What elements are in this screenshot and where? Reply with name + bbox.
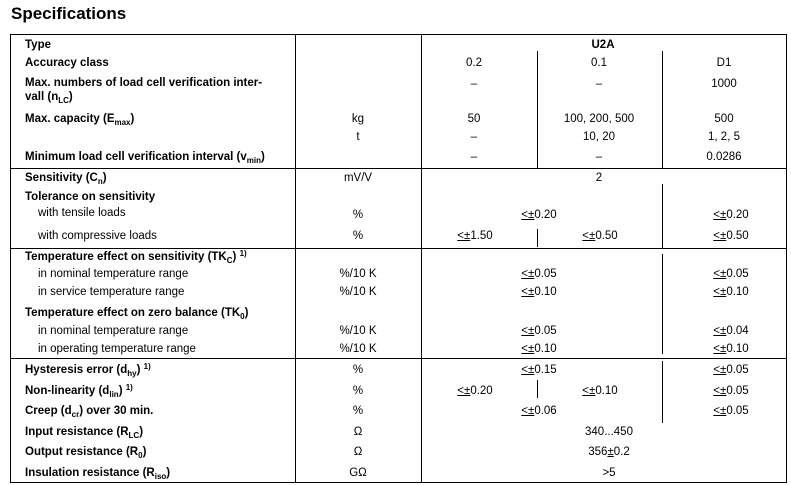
pm-sign: ± — [720, 325, 727, 337]
tk0-text: Temperature effect on zero balance (TK — [25, 307, 241, 319]
input-resistance-text: Input resistance (R — [25, 426, 129, 438]
lte-sign: < — [521, 325, 529, 337]
compressive-value-1 — [457, 229, 492, 243]
lte-sign: < — [713, 343, 721, 355]
value-text: 0.05 — [726, 385, 749, 397]
value-divider — [662, 184, 663, 248]
hysteresis-close: ) — [136, 364, 141, 376]
creep-value — [521, 404, 556, 418]
tkc-close: ) — [232, 251, 237, 263]
capacity-t-value-1: – — [470, 131, 478, 143]
value-divider — [662, 254, 663, 354]
insulation-resistance-unit: GΩ — [349, 467, 367, 479]
pm-sign: ± — [589, 230, 596, 242]
vmin-text: Minimum load cell verification interval (v — [25, 151, 247, 163]
non-linearity-value-1 — [457, 384, 492, 398]
sensitivity-text: Sensitivity (C — [25, 172, 98, 184]
input-resistance-value: 340...450 — [585, 426, 633, 438]
value-text: 1.50 — [470, 230, 493, 242]
tkc-text: Temperature effect on sensitivity (TK — [25, 251, 227, 263]
lte-sign: < — [713, 209, 721, 221]
accuracy-class-label: Accuracy class — [25, 57, 109, 69]
group-separator — [10, 358, 787, 359]
footnote-ref: 1) — [143, 362, 151, 371]
pm-sign: ± — [720, 343, 727, 355]
value-text: 0.50 — [595, 230, 618, 242]
type-label: Type — [25, 39, 51, 51]
vmin-value-1: – — [470, 151, 478, 163]
vmin-value-3: 0.0286 — [706, 151, 742, 163]
lte-sign: < — [457, 230, 465, 242]
value-divider — [537, 51, 538, 168]
value-text: 0.2 — [613, 446, 630, 458]
tolerance-label: Tolerance on sensitivity — [25, 191, 156, 203]
page-title: Specifications — [11, 4, 127, 23]
lte-sign: < — [713, 364, 721, 376]
hysteresis-value — [521, 363, 556, 377]
value-text: 0.10 — [726, 343, 749, 355]
lte-sign: < — [713, 385, 721, 397]
tkc-nominal-value — [521, 267, 556, 281]
value-text: 0.04 — [726, 325, 749, 337]
insulation-resistance-label — [25, 466, 170, 480]
capacity-unit-kg: kg — [351, 113, 365, 125]
tk0-label — [25, 306, 248, 320]
vmin-subscript: min — [246, 156, 261, 165]
value-text: 0.10 — [534, 286, 557, 298]
value-text: 0.50 — [726, 230, 749, 242]
hysteresis-text: Hysteresis error (d — [25, 364, 128, 376]
tk0-operating-value — [521, 342, 556, 356]
verification-intervals-line1: Max. numbers of load cell verification inter- — [25, 77, 263, 89]
column-divider-values — [421, 34, 422, 483]
lte-sign: < — [521, 405, 529, 417]
lte-sign: < — [713, 268, 721, 280]
input-resistance-unit: Ω — [353, 426, 363, 438]
pm-sign: ± — [528, 209, 535, 221]
model-label: U2A — [591, 39, 615, 51]
tkc-nominal-value-3 — [713, 267, 748, 281]
tk0-subscript: 0 — [240, 312, 245, 321]
tkc-service-value — [521, 285, 556, 299]
tk0-nominal-value — [521, 324, 556, 338]
tk0-close: ) — [244, 307, 249, 319]
output-resistance-label — [25, 445, 146, 459]
lte-sign: < — [713, 325, 721, 337]
input-resistance-label — [25, 425, 143, 439]
value-text: 0.20 — [726, 209, 749, 221]
pm-sign: ± — [720, 286, 727, 298]
output-resistance-text: Output resistance (R — [25, 446, 139, 458]
tkc-subscript: C — [226, 256, 233, 265]
sensitivity-value: 2 — [595, 172, 603, 184]
pm-sign: ± — [720, 268, 727, 280]
tk0-nominal-unit: %/10 K — [339, 325, 377, 337]
hysteresis-unit: % — [352, 364, 364, 376]
capacity-kg-value-3: 500 — [714, 113, 734, 125]
capacity-t-value-3: 1, 2, 5 — [708, 131, 740, 143]
non-linearity-text: Non-linearity (d — [25, 385, 110, 397]
accuracy-value-3: D1 — [716, 57, 732, 69]
footnote-ref: 1) — [125, 383, 133, 392]
specifications-table — [10, 34, 787, 483]
pm-sign: ± — [607, 446, 614, 458]
lte-sign: < — [521, 286, 529, 298]
lte-sign: < — [521, 209, 529, 221]
lte-sign: < — [582, 230, 590, 242]
capacity-kg-value-1: 50 — [467, 113, 481, 125]
compressive-value-3 — [713, 229, 748, 243]
value-divider — [662, 361, 663, 423]
tk0-operating-label: in operating temperature range — [38, 343, 196, 355]
verification-intervals-line2: vall (n — [25, 91, 59, 103]
creep-close: ) over 30 min. — [79, 405, 154, 417]
compressive-value-2 — [582, 229, 617, 243]
lte-sign: < — [713, 286, 721, 298]
output-resistance-close: ) — [142, 446, 147, 458]
group-separator — [10, 168, 787, 169]
tk0-nominal-value-3 — [713, 324, 748, 338]
pm-sign: ± — [720, 405, 727, 417]
table-border-top — [10, 34, 787, 35]
pm-sign: ± — [464, 385, 471, 397]
sensitivity-label — [25, 171, 107, 185]
pm-sign: ± — [528, 343, 535, 355]
pm-sign: ± — [528, 325, 535, 337]
value-text: 0.10 — [726, 286, 749, 298]
nlc-close: ) — [68, 91, 73, 103]
value-divider — [537, 380, 538, 398]
verification-intervals-label-line2 — [25, 90, 73, 104]
pm-sign: ± — [720, 385, 727, 397]
max-capacity-close: ) — [130, 113, 135, 125]
tensile-unit: % — [352, 209, 364, 221]
nlc-value-1: – — [470, 78, 478, 90]
tk0-operating-unit: %/10 K — [339, 343, 377, 355]
lte-sign: < — [521, 343, 529, 355]
pm-sign: ± — [464, 230, 471, 242]
hysteresis-label — [25, 363, 151, 377]
creep-value-3 — [713, 404, 748, 418]
nlc-subscript: LC — [58, 96, 69, 105]
value-text: 0.05 — [726, 268, 749, 280]
capacity-kg-value-2: 100, 200, 500 — [563, 113, 635, 125]
tkc-service-value-3 — [713, 285, 748, 299]
tensile-loads-label: with tensile loads — [38, 207, 126, 219]
creep-label — [25, 404, 153, 418]
value-text: 0.20 — [470, 385, 493, 397]
input-resistance-subscript: LC — [128, 431, 140, 440]
non-linearity-label — [25, 384, 133, 398]
pm-sign: ± — [528, 405, 535, 417]
value-divider — [537, 229, 538, 247]
non-linearity-value-2 — [582, 384, 617, 398]
non-linearity-close: ) — [118, 385, 123, 397]
creep-text: Creep (d — [25, 405, 72, 417]
column-divider-unit — [295, 34, 296, 483]
tkc-nominal-unit: %/10 K — [339, 268, 377, 280]
compressive-unit: % — [352, 230, 364, 242]
value-text: 356 — [588, 446, 608, 458]
non-linearity-value-3 — [713, 384, 748, 398]
pm-sign: ± — [528, 268, 535, 280]
creep-subscript: cr — [71, 410, 80, 419]
table-border-left — [10, 34, 11, 483]
value-divider — [662, 51, 663, 168]
value-text: 0.05 — [534, 268, 557, 280]
capacity-t-value-2: 10, 20 — [583, 131, 615, 143]
pm-sign: ± — [528, 286, 535, 298]
table-border-bottom — [10, 482, 787, 483]
verification-intervals-label — [25, 76, 262, 90]
value-text: 0.05 — [534, 325, 557, 337]
value-text: 0.20 — [534, 209, 557, 221]
accuracy-value-2: 0.1 — [591, 57, 607, 69]
tkc-service-unit: %/10 K — [339, 286, 377, 298]
lte-sign: < — [713, 405, 721, 417]
sensitivity-unit: mV/V — [343, 172, 373, 184]
insulation-resistance-value: >5 — [602, 467, 616, 479]
tkc-service-label: in service temperature range — [38, 286, 185, 298]
tkc-label — [25, 250, 247, 264]
pm-sign: ± — [720, 209, 727, 221]
pm-sign: ± — [720, 364, 727, 376]
insulation-resistance-close: ) — [166, 467, 171, 479]
sensitivity-close: ) — [102, 172, 107, 184]
creep-unit: % — [352, 405, 364, 417]
insulation-resistance-text: Insulation resistance (R — [25, 467, 155, 479]
tkc-nominal-label: in nominal temperature range — [38, 268, 189, 280]
lte-sign: < — [457, 385, 465, 397]
non-linearity-subscript: lin — [109, 390, 119, 399]
sensitivity-subscript: n — [97, 177, 103, 186]
hysteresis-value-3 — [713, 363, 748, 377]
value-text: 0.05 — [726, 364, 749, 376]
accuracy-value-1: 0.2 — [466, 57, 482, 69]
min-verification-interval-label — [25, 150, 265, 164]
vmin-close: ) — [261, 151, 265, 163]
capacity-unit-t: t — [356, 131, 360, 143]
lte-sign: < — [713, 230, 721, 242]
nlc-value-3: 1000 — [711, 78, 737, 90]
value-text: 0.10 — [534, 343, 557, 355]
max-capacity-subscript: max — [114, 118, 131, 127]
input-resistance-close: ) — [139, 426, 144, 438]
hysteresis-subscript: hy — [127, 369, 137, 378]
value-text: 0.15 — [534, 364, 557, 376]
value-text: 0.06 — [534, 405, 557, 417]
tk0-nominal-label: in nominal temperature range — [38, 325, 189, 337]
non-linearity-unit: % — [352, 385, 364, 397]
lte-sign: < — [582, 385, 590, 397]
nlc-value-2: – — [595, 78, 603, 90]
tensile-value — [521, 208, 556, 222]
table-border-right — [786, 34, 787, 483]
pm-sign: ± — [589, 385, 596, 397]
value-text: 0.05 — [726, 405, 749, 417]
output-resistance-subscript: 0 — [138, 451, 143, 460]
tensile-value-3 — [713, 208, 748, 222]
output-resistance-value — [588, 445, 630, 459]
vmin-value-2: – — [595, 151, 603, 163]
output-resistance-unit: Ω — [353, 446, 363, 458]
max-capacity-label — [25, 112, 134, 126]
group-separator — [10, 248, 787, 249]
lte-sign: < — [521, 364, 529, 376]
max-capacity-text: Max. capacity (E — [25, 113, 115, 125]
pm-sign: ± — [528, 364, 535, 376]
tk0-operating-value-3 — [713, 342, 748, 356]
insulation-resistance-subscript: iso — [154, 472, 167, 481]
pm-sign: ± — [720, 230, 727, 242]
lte-sign: < — [521, 268, 529, 280]
value-text: 0.10 — [595, 385, 618, 397]
footnote-ref: 1) — [239, 249, 247, 258]
compressive-loads-label: with compressive loads — [38, 230, 157, 242]
